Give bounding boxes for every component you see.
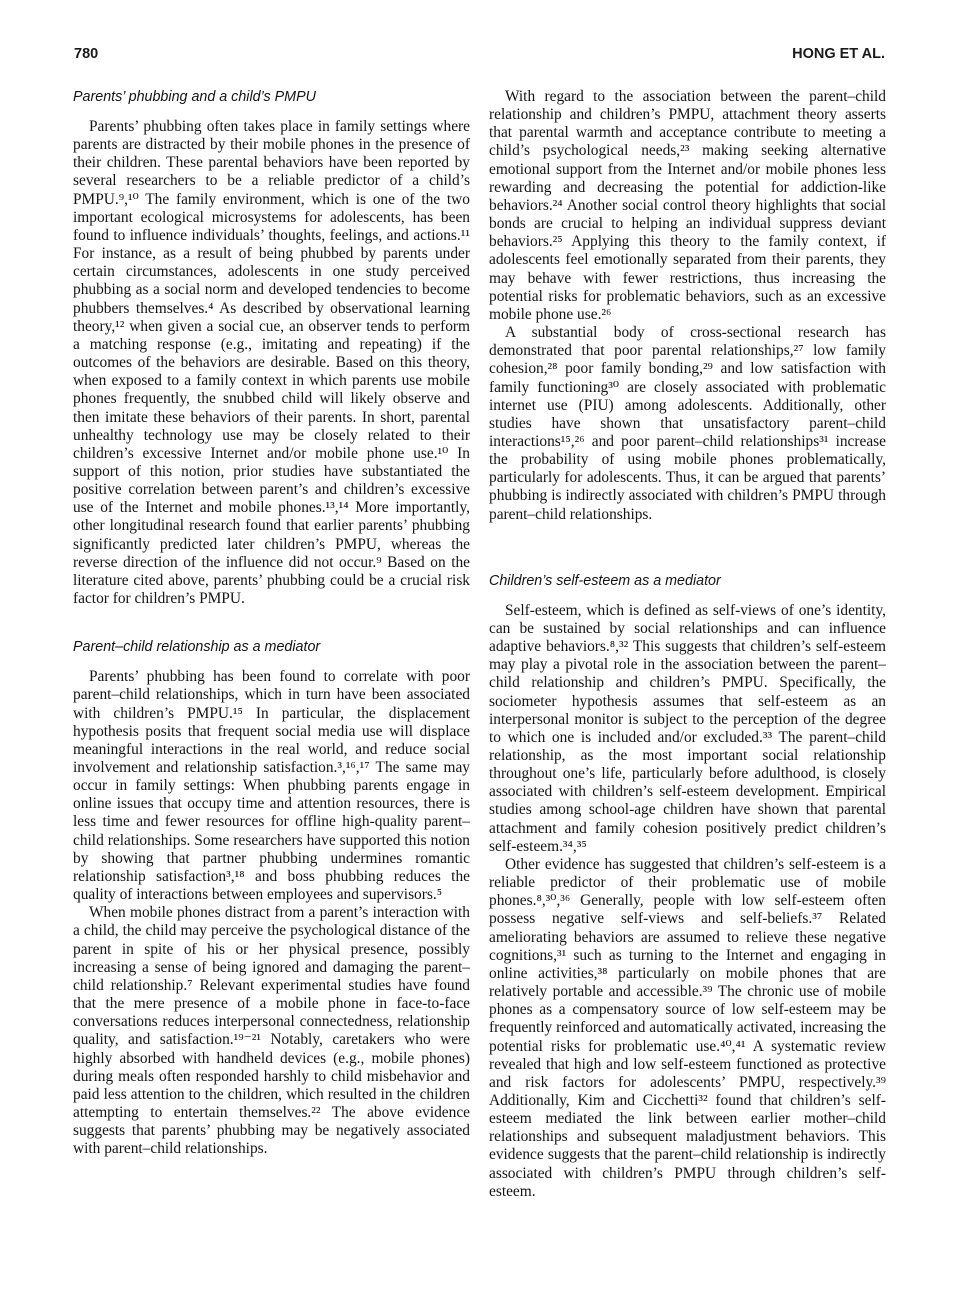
section-heading-parents-phubbing: Parents’ phubbing and a child’s PMPU [73, 89, 316, 105]
section-heading-self-esteem: Children’s self-esteem as a mediator [489, 572, 721, 589]
left-column [73, 88, 470, 1158]
paragraph: Self-esteem, which is defined as self-views of one’s identity, can be sustained by social relationships and can influence adaptive behaviors.⁸,³² This suggests that children’s self-esteem may play a pivotal role in the association between the parent–child relationship and children’s PMPU. Specifically, the sociometer hypothesis assumes that self-esteem as an interpersonal monitor is subject to the perception of the degree to which one is included and/or excluded.³³ The parent–child relationship, as the most important social relationship throughout one’s life, particularly before adulthood, is closely associated with children’s self-esteem development. Empirical studies among school-age children have shown that parental attachment and family cohesion positively predict children’s self-esteem.³⁴,³⁵ [489, 601, 886, 855]
running-head: HONG ET AL. [792, 46, 885, 62]
paragraph: Other evidence has suggested that children’s self-esteem is a reliable predictor of their problematic use of mobile phones.⁸,³⁰,³⁶ Generally, people with low self-esteem often possess negative self-views and self-beliefs.³⁷ Related ameliorating behaviors are assumed to relieve these negative cognitions,³¹ such as turning to the Internet and engaging in online activities,³⁸ particularly on mobile phones that are relatively portable and accessible.³⁹ The chronic use of mobile phones as a compensatory source of low self-esteem may be frequently reinforced and automatically activated, increasing the potential risks for problematic use.⁴⁰,⁴¹ A systematic review revealed that high and low self-esteem functioned as protective and risk factors for adolescents’ PMPU, respectively.³⁹ Additionally, Kim and Cicchetti³² found that children’s self-esteem mediated the link between earlier mother–child relationships and subsequent maladjustment behaviors. This evidence suggests that the parent–child relationship is indirectly associated with children’s PMPU through children’s self-esteem. [489, 855, 886, 1200]
right-column [489, 88, 886, 1201]
paragraph: Parents’ phubbing often takes place in family settings where parents are distracted by their mobile phones in the presence of their children. These parental behaviors have been reported by several researchers to be a reliable predictor of a child’s PMPU.⁹,¹⁰ The family environment, which is one of the two important ecological microsystems for adolescents, has been found to influence individuals’ thoughts, feelings, and actions.¹¹ For instance, as a result of being phubbed by parents under certain circumstances, adolescents in one study perceived phubbing as a social norm and developed tendencies to become phubbers themselves.⁴ As described by observational learning theory,¹² when given a social cue, an observer tends to perform a matching response (e.g., imitating and repeating) if the outcomes of the behaviors are desirable. Based on this theory, when exposed to a family context in which parents use mobile phones frequently, the snubbed child will likely observe and then imitate these behaviors of their parents. In short, parental unhealthy technology use may be closely related to their children’s excessive Internet and/or mobile phone use.¹⁰ In support of this notion, prior studies have substantiated the positive correlation between parent’s and children’s excessive use of the Internet and mobile phones.¹³,¹⁴ More importantly, other longitudinal research found that earlier parents’ phubbing significantly predicted later children’s PMPU, whereas the reverse direction of the influence did not occur.⁹ Based on the literature cited above, parents’ phubbing could be a crucial risk factor for children’s PMPU. [73, 118, 470, 608]
paragraph: Parents’ phubbing has been found to correlate with poor parent–child relationships, which in turn have been associated with children’s PMPU.¹⁵ In particular, the displacement hypothesis posits that frequent social media use will displace meaningful interactions in the real world, and reduce social involvement and relationship satisfaction.³,¹⁶,¹⁷ The same may occur in family settings: When phubbing parents engage in online issues that occupy time and attention resources, there is less time and fewer resources for offline high-quality parent–child relationships. Some researchers have supported this notion by showing that partner phubbing undermines romantic relationship satisfaction³,¹⁸ and boss phubbing reduces the quality of interactions between employees and supervisors.⁵ [73, 668, 470, 904]
paragraph: A substantial body of cross-sectional research has demonstrated that poor parental relationships,²⁷ low family cohesion,²⁸ poor family bonding,²⁹ and low satisfaction with family functioning³⁰ are closely associated with problematic internet use (PIU) among adolescents. Additionally, other studies have shown that unsatisfactory parent–child interactions¹⁵,²⁶ and poor parent–child relationships³¹ increase the probability of using mobile phones problematically, particularly for adolescents. Thus, it can be argued that parents’ phubbing is indirectly associated with children’s PMPU through parent–child relationships. [489, 324, 886, 523]
section-heading-parent-child-relationship: Parent–child relationship as a mediator [73, 639, 321, 656]
paragraph: When mobile phones distract from a parent’s interaction with a child, the child may perceive the psychological distance of the parent in spite of his or her physical presence, possibly increasing a sense of being ignored and damaging the parent–child relationship.⁷ Relevant experimental studies have found that the mere presence of a mobile phone in face-to-face conversations reduces interpersonal connectedness, relationship quality, and satisfaction.¹⁹⁻²¹ Notably, caretakers who were highly absorbed with handheld devices (e.g., mobile phones) during meals often responded harshly to child misbehavior and paid less attention to the children, which resulted in the children attempting to entertain themselves.²² The above evidence suggests that parents’ phubbing may be negatively associated with parent–child relationships. [73, 904, 470, 1158]
page-number: 780 [74, 46, 99, 62]
paragraph: With regard to the association between the parent–child relationship and children’s PMPU, attachment theory asserts that parental warmth and acceptance contribute to meeting a child’s psychological needs,²³ making seeking alternative emotional support from the Internet and/or mobile phones less rewarding and decreasing the potential for addiction-like behaviors.²⁴ Another social control theory highlights that social bonds are crucial to helping an individual suppress deviant behaviors.²⁵ Applying this theory to the family context, if adolescents feel emotionally separated from their parents, they may behave with fewer restrictions, thus increasing the potential risks for problematic behaviors, such as an excessive mobile phone use.²⁶ [489, 88, 886, 323]
